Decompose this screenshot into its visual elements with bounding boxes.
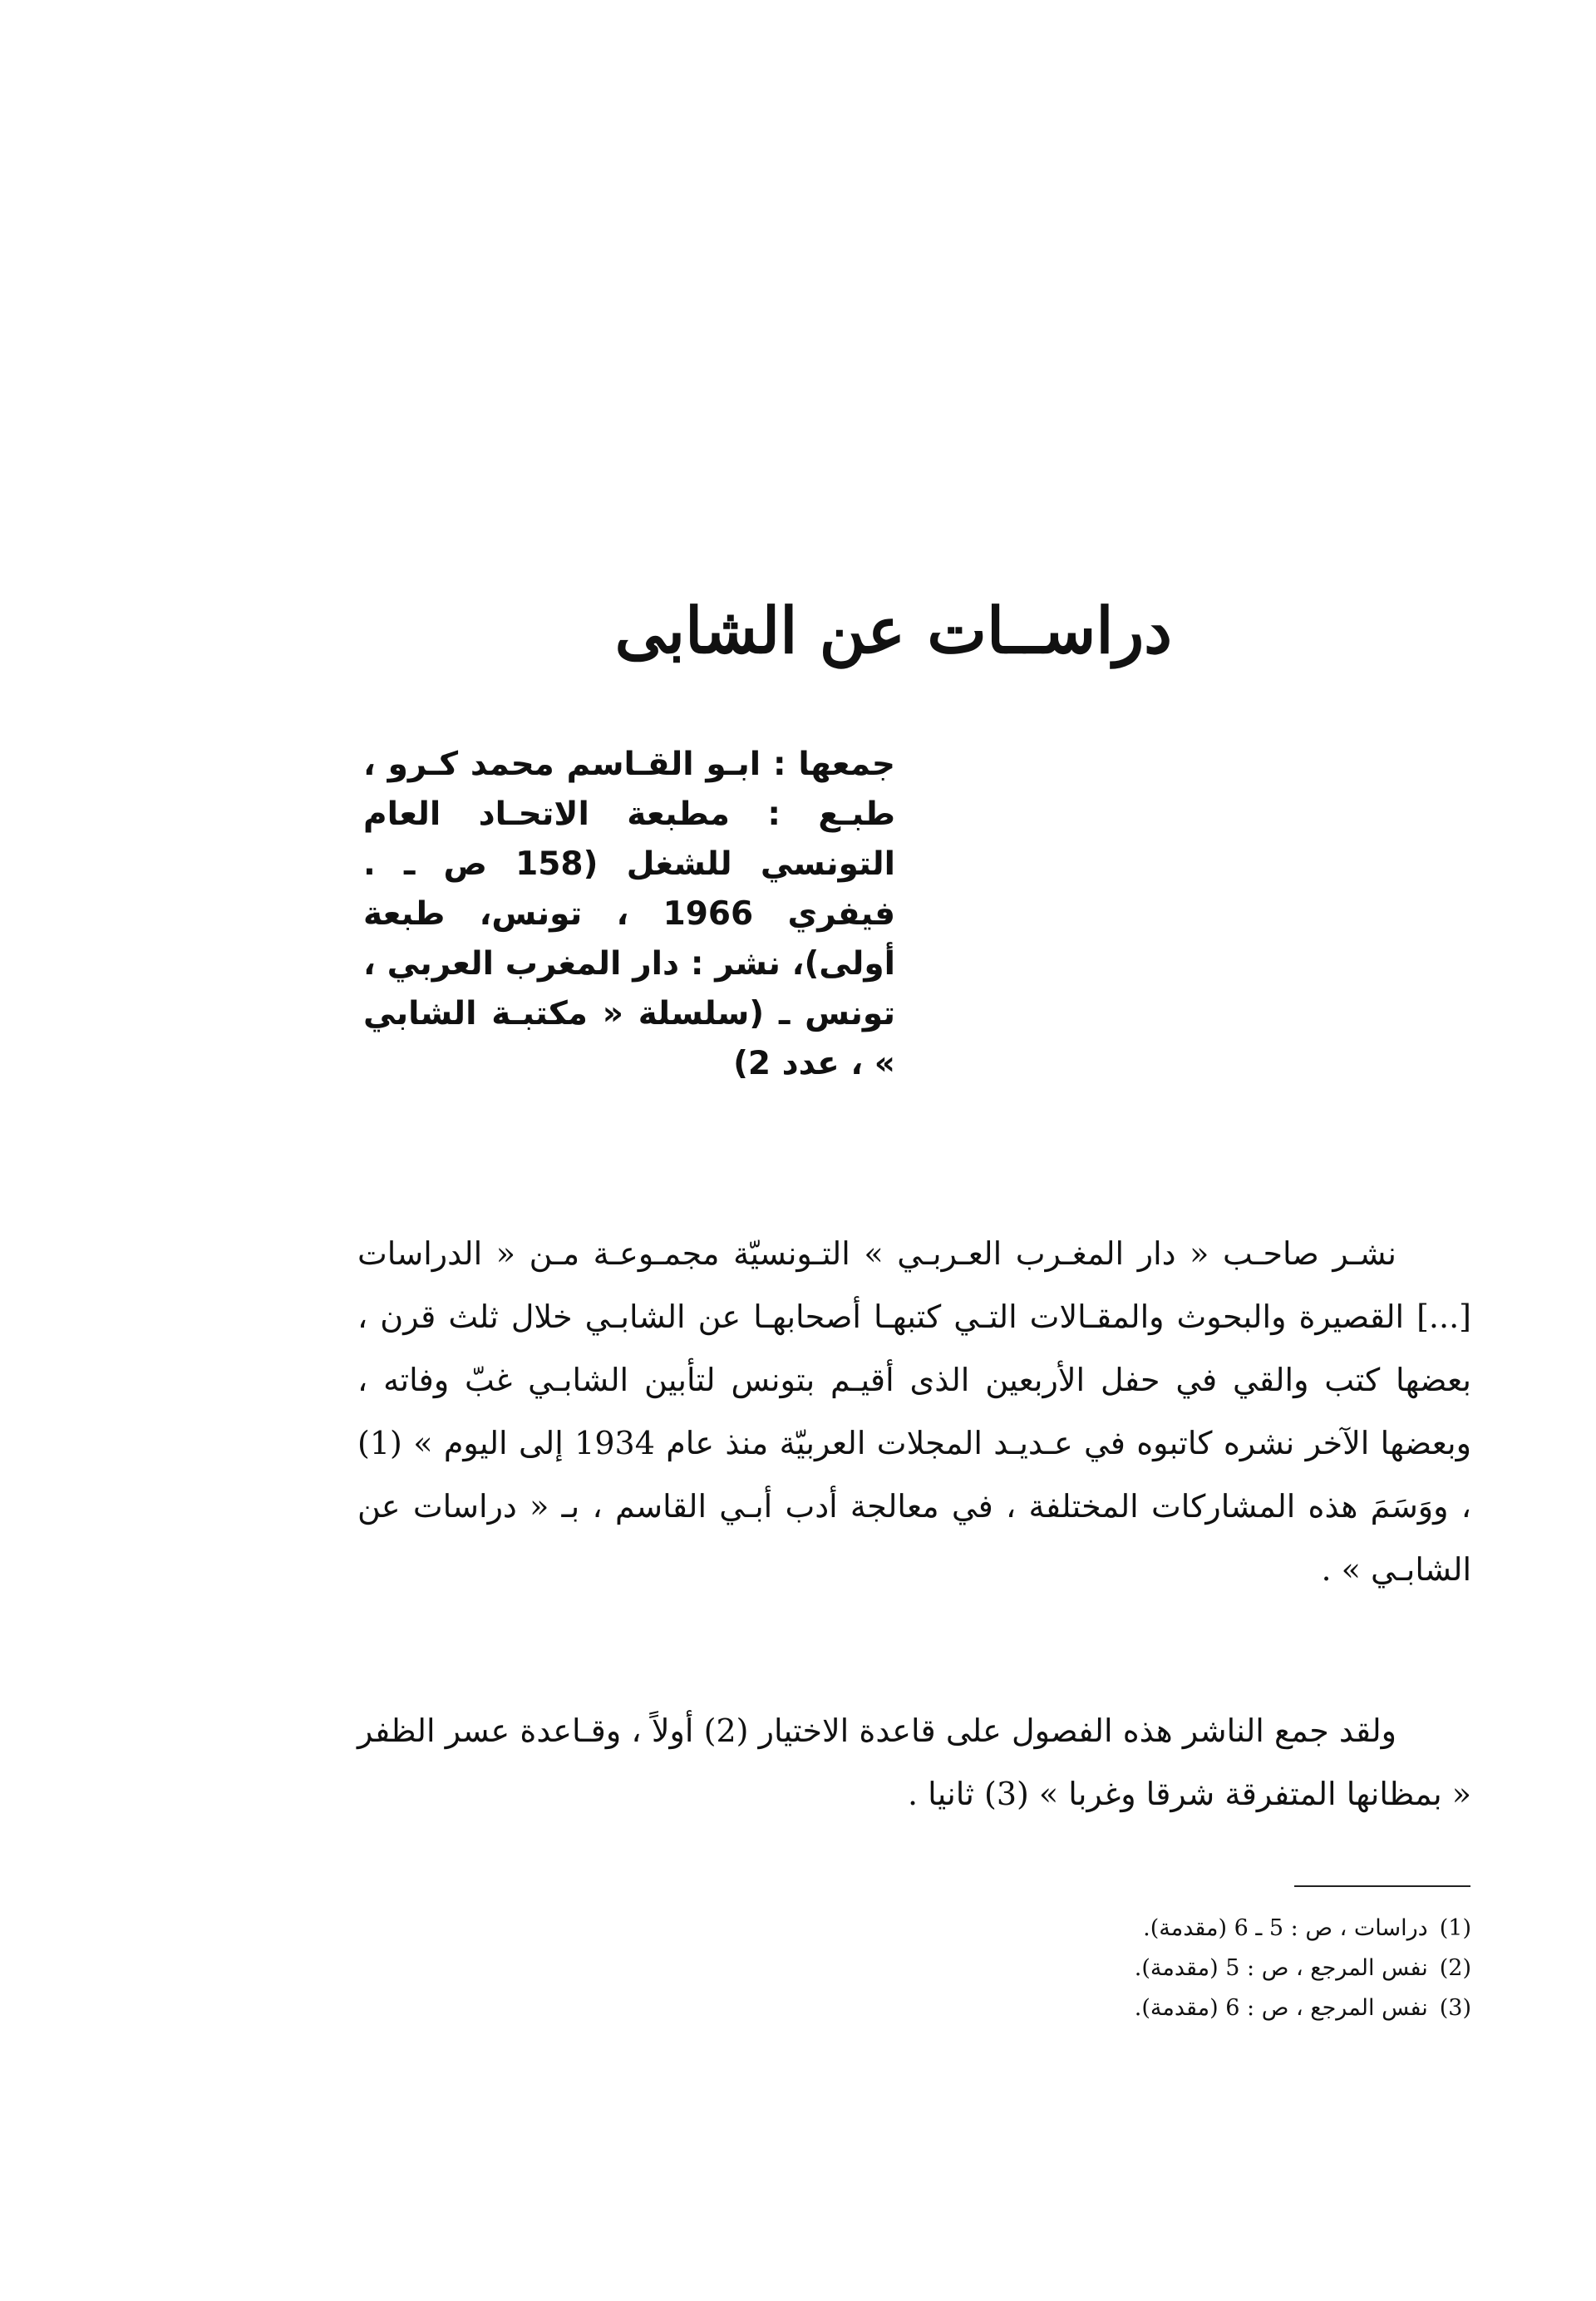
footnotes (723, 1909, 1471, 2028)
body-paragraph-2: ولقد جمع الناشر هذه الفصول على قاعدة الاختيار (2) أولاً ، وقـاعدة عسر الظفر « بمظانها المتفرقة شرقا وغربا » (3) ثانيا . (357, 1712, 1471, 1812)
footnote-number: (2) (1439, 1955, 1471, 1981)
footnote-3 (723, 1988, 1471, 2028)
footnote-1 (723, 1909, 1471, 1949)
page-title: دراســات عن الشابى (614, 594, 1172, 668)
bibliographic-note: جمعها : ابـو القـاسم محمد كـرو ، طبـع : مطبعة الاتحـاد العام التونسي للشغل (158 ص ـ . فيفري 1966 ، تونس، طبعة أولى)، نشر : دار المغرب العربي ، تونس ـ (سلسلة « مكتبـة الشابي » ، عدد 2) (363, 746, 896, 1082)
footnote-text: دراسات ، ص : 5 ـ 6 (مقدمة). (1143, 1915, 1428, 1941)
footnote-2 (723, 1949, 1471, 1988)
footnote-number: (3) (1439, 1995, 1471, 2021)
body-paragraph-1: نشـر صاحـب « دار المغـرب العـربـي » التـونسيّة مجمـوعـة مـن « الدراسات [...] القصيرة والبحوث والمقـالات التـي كتبهـا أصحابهـا عن الشابـي خلال ثلث قرن ، بعضها كتب والقي في حفل الأربعين الذى أقيـم بتونس لتأبين الشابـي غبّ وفاته ، وبعضها الآخر نشره كاتبوه في عـديـد المجلات العربيّة منذ عام 1934 إلى اليوم » (1) ، ووَسَمَ هذه المشاركات المختلفة ، في معالجة أدب أبـي القاسم ، بـ « دراسات عن الشابـي » . (357, 1235, 1471, 1588)
footnote-separator (1294, 1885, 1470, 1887)
footnote-text: نفس المرجع ، ص : 6 (مقدمة). (1134, 1995, 1428, 2021)
footnote-text: نفس المرجع ، ص : 5 (مقدمة). (1134, 1955, 1428, 1981)
footnote-number: (1) (1439, 1915, 1471, 1941)
